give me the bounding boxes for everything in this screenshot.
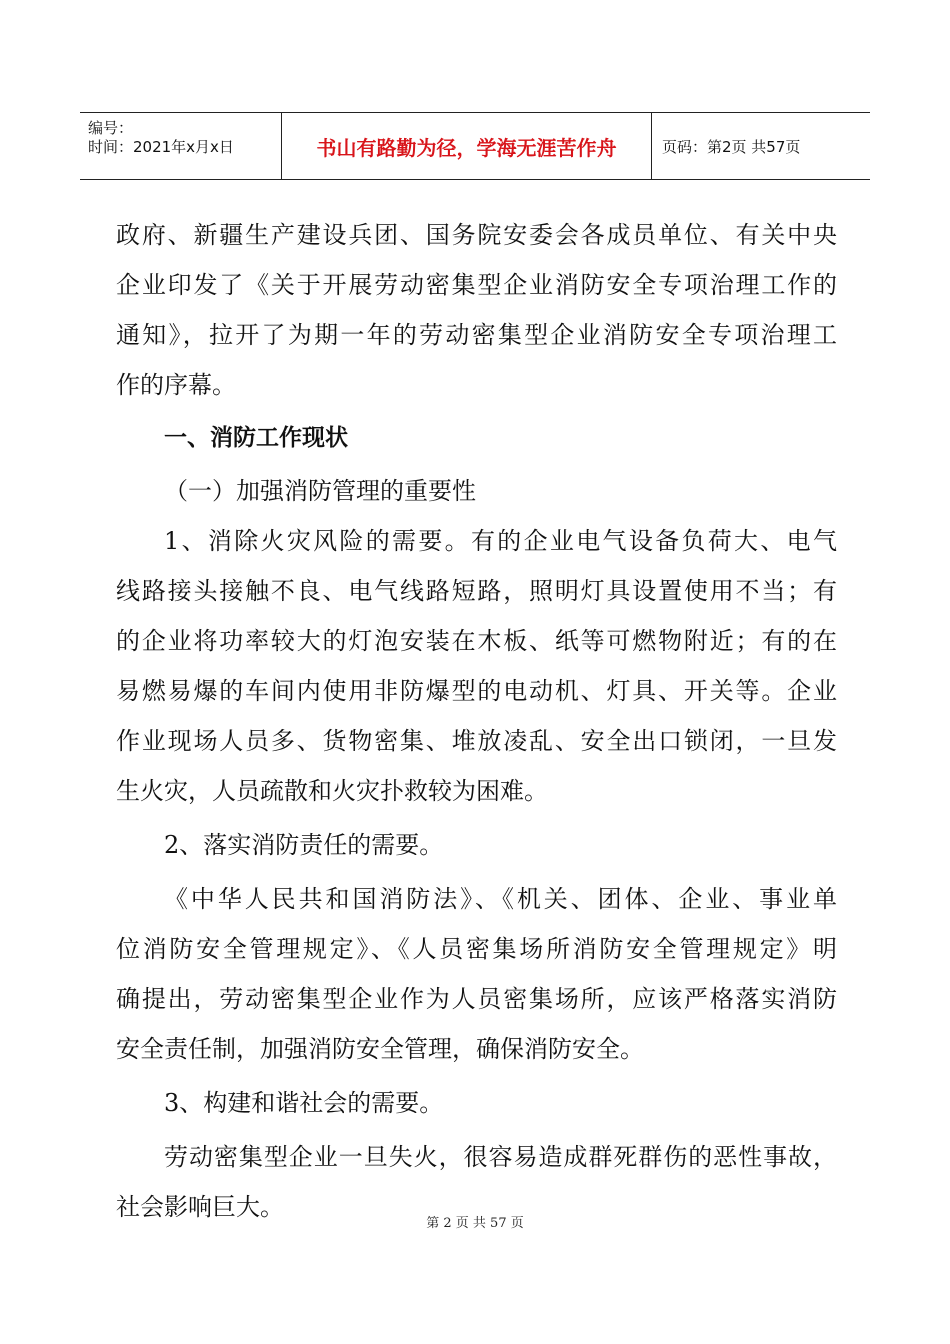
paragraph [116,874,837,1074]
text-line: 劳动密集型企业一旦失火，很容易造成群死群伤的恶性事故， [164,1143,837,1171]
text-line: 的企业将功率较大的灯泡安装在木板、纸等可燃物附近；有的在 [116,627,837,655]
text-line: 安全责任制，加强消防安全管理，确保消防安全。 [116,1035,644,1063]
paragraph [116,516,837,816]
paragraph: 3、构建和谐社会的需要。 [164,1089,444,1117]
page-footer: 第 2 页 共 57 页 [426,1216,524,1231]
text-line: 作的序幕。 [116,371,236,399]
text-line: 社会影响巨大。 [116,1193,284,1221]
time-label: 时间：2021年x月x日 [88,138,234,156]
text-line: 生火灾，人员疏散和火灾扑救较为困难。 [116,777,548,805]
header-page-info: 页码：第2页 共57页 [662,137,801,156]
document-body [116,210,837,1232]
text-line: 通知》，拉开了为期一年的劳动密集型企业消防安全专项治理工 [116,321,837,349]
paragraph: 2、落实消防责任的需要。 [164,831,444,859]
document-header [80,112,870,180]
paragraph [116,210,837,410]
text-line: 位消防安全管理规定》、《人员密集场所消防安全管理规定》明 [116,935,837,963]
text-line: 1、消除火灾风险的需要。有的企业电气设备负荷大、电气 [164,527,837,555]
number-label: 编号： [88,119,134,137]
text-line: 线路接头接触不良、电气线路短路，照明灯具设置使用不当；有 [116,577,837,605]
text-line: 作业现场人员多、货物密集、堆放凌乱、安全出口锁闭，一旦发 [116,727,837,755]
text-line: 易燃易爆的车间内使用非防爆型的电动机、灯具、开关等。企业 [116,677,837,705]
header-meta-cell [80,113,282,179]
text-line: 《中华人民共和国消防法》、《机关、团体、企业、事业单 [164,885,837,913]
text-line: 政府、新疆生产建设兵团、国务院安委会各成员单位、有关中央 [116,221,837,249]
text-line: 企业印发了《关于开展劳动密集型企业消防安全专项治理工作的 [116,271,837,299]
subsection-heading: （一）加强消防管理的重要性 [164,477,476,505]
header-motto: 书山有路勤为径，学海无涯苦作舟 [282,113,652,179]
section-heading: 一、消防工作现状 [164,425,348,451]
text-line: 确提出，劳动密集型企业作为人员密集场所，应该严格落实消防 [116,985,837,1013]
